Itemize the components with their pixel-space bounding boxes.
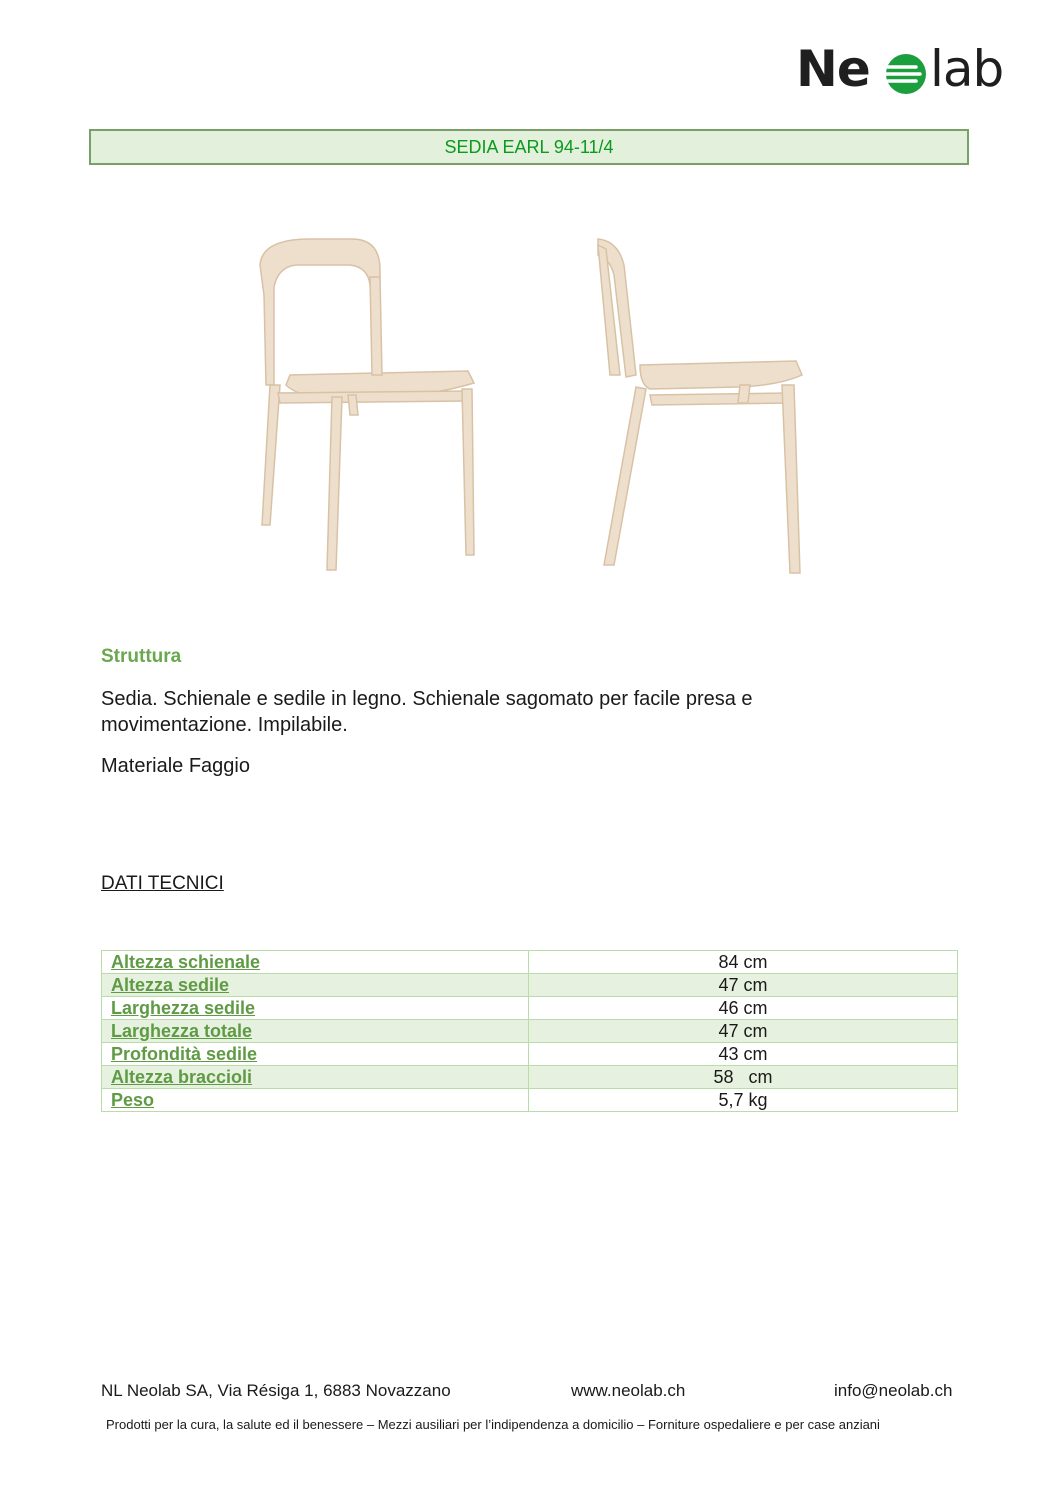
logo-hand-o-icon bbox=[884, 52, 928, 96]
spec-value: 43 cm bbox=[529, 1043, 958, 1066]
product-title: SEDIA EARL 94-11/4 bbox=[444, 136, 614, 157]
title-bar bbox=[89, 129, 969, 165]
spec-value: 47 cm bbox=[529, 1020, 958, 1043]
material-text: Materiale Faggio bbox=[101, 755, 250, 777]
spec-value: 47 cm bbox=[529, 974, 958, 997]
footer-email-link[interactable]: info@neolab.ch bbox=[834, 1381, 953, 1400]
chair-front-image bbox=[230, 225, 490, 590]
spec-value: 5,7 kg bbox=[529, 1089, 958, 1112]
spec-label-link[interactable]: Larghezza totale bbox=[102, 1020, 529, 1043]
dati-tecnici-heading: DATI TECNICI bbox=[101, 873, 224, 894]
spec-row bbox=[102, 974, 958, 997]
footer-tagline: Prodotti per la cura, la salute ed il benessere – Mezzi ausiliari per l’indipendenza a domicilio – Forniture ospedaliere e per case anziani bbox=[106, 1417, 880, 1432]
spec-row bbox=[102, 1043, 958, 1066]
spec-row bbox=[102, 951, 958, 974]
spec-value: 84 cm bbox=[529, 951, 958, 974]
spec-label-link[interactable]: Peso bbox=[102, 1089, 529, 1112]
spec-row bbox=[102, 1089, 958, 1112]
spec-value: 58 cm bbox=[529, 1066, 958, 1089]
spec-row bbox=[102, 1066, 958, 1089]
spec-row bbox=[102, 997, 958, 1020]
specs-table bbox=[101, 950, 958, 1112]
footer-website-link[interactable]: www.neolab.ch bbox=[571, 1381, 686, 1400]
logo-text-lab: lab bbox=[930, 40, 1004, 98]
struttura-description: Sedia. Schienale e sedile in legno. Schienale sagomato per facile presa e movimentazione. Impilabile. bbox=[101, 688, 753, 736]
struttura-heading: Struttura bbox=[101, 646, 182, 667]
spec-label-link[interactable]: Altezza schienale bbox=[102, 951, 529, 974]
spec-label-link[interactable]: Altezza braccioli bbox=[102, 1066, 529, 1089]
footer-address: NL Neolab SA, Via Résiga 1, 6883 Novazzano bbox=[101, 1381, 451, 1400]
spec-row bbox=[102, 1020, 958, 1043]
spec-value: 46 cm bbox=[529, 997, 958, 1020]
chair-side-image bbox=[540, 225, 820, 590]
neolab-logo bbox=[792, 38, 1014, 100]
spec-label-link[interactable]: Larghezza sedile bbox=[102, 997, 529, 1020]
spec-label-link[interactable]: Altezza sedile bbox=[102, 974, 529, 997]
logo-text-ne: Ne bbox=[796, 40, 870, 98]
spec-label-link[interactable]: Profondità sedile bbox=[102, 1043, 529, 1066]
